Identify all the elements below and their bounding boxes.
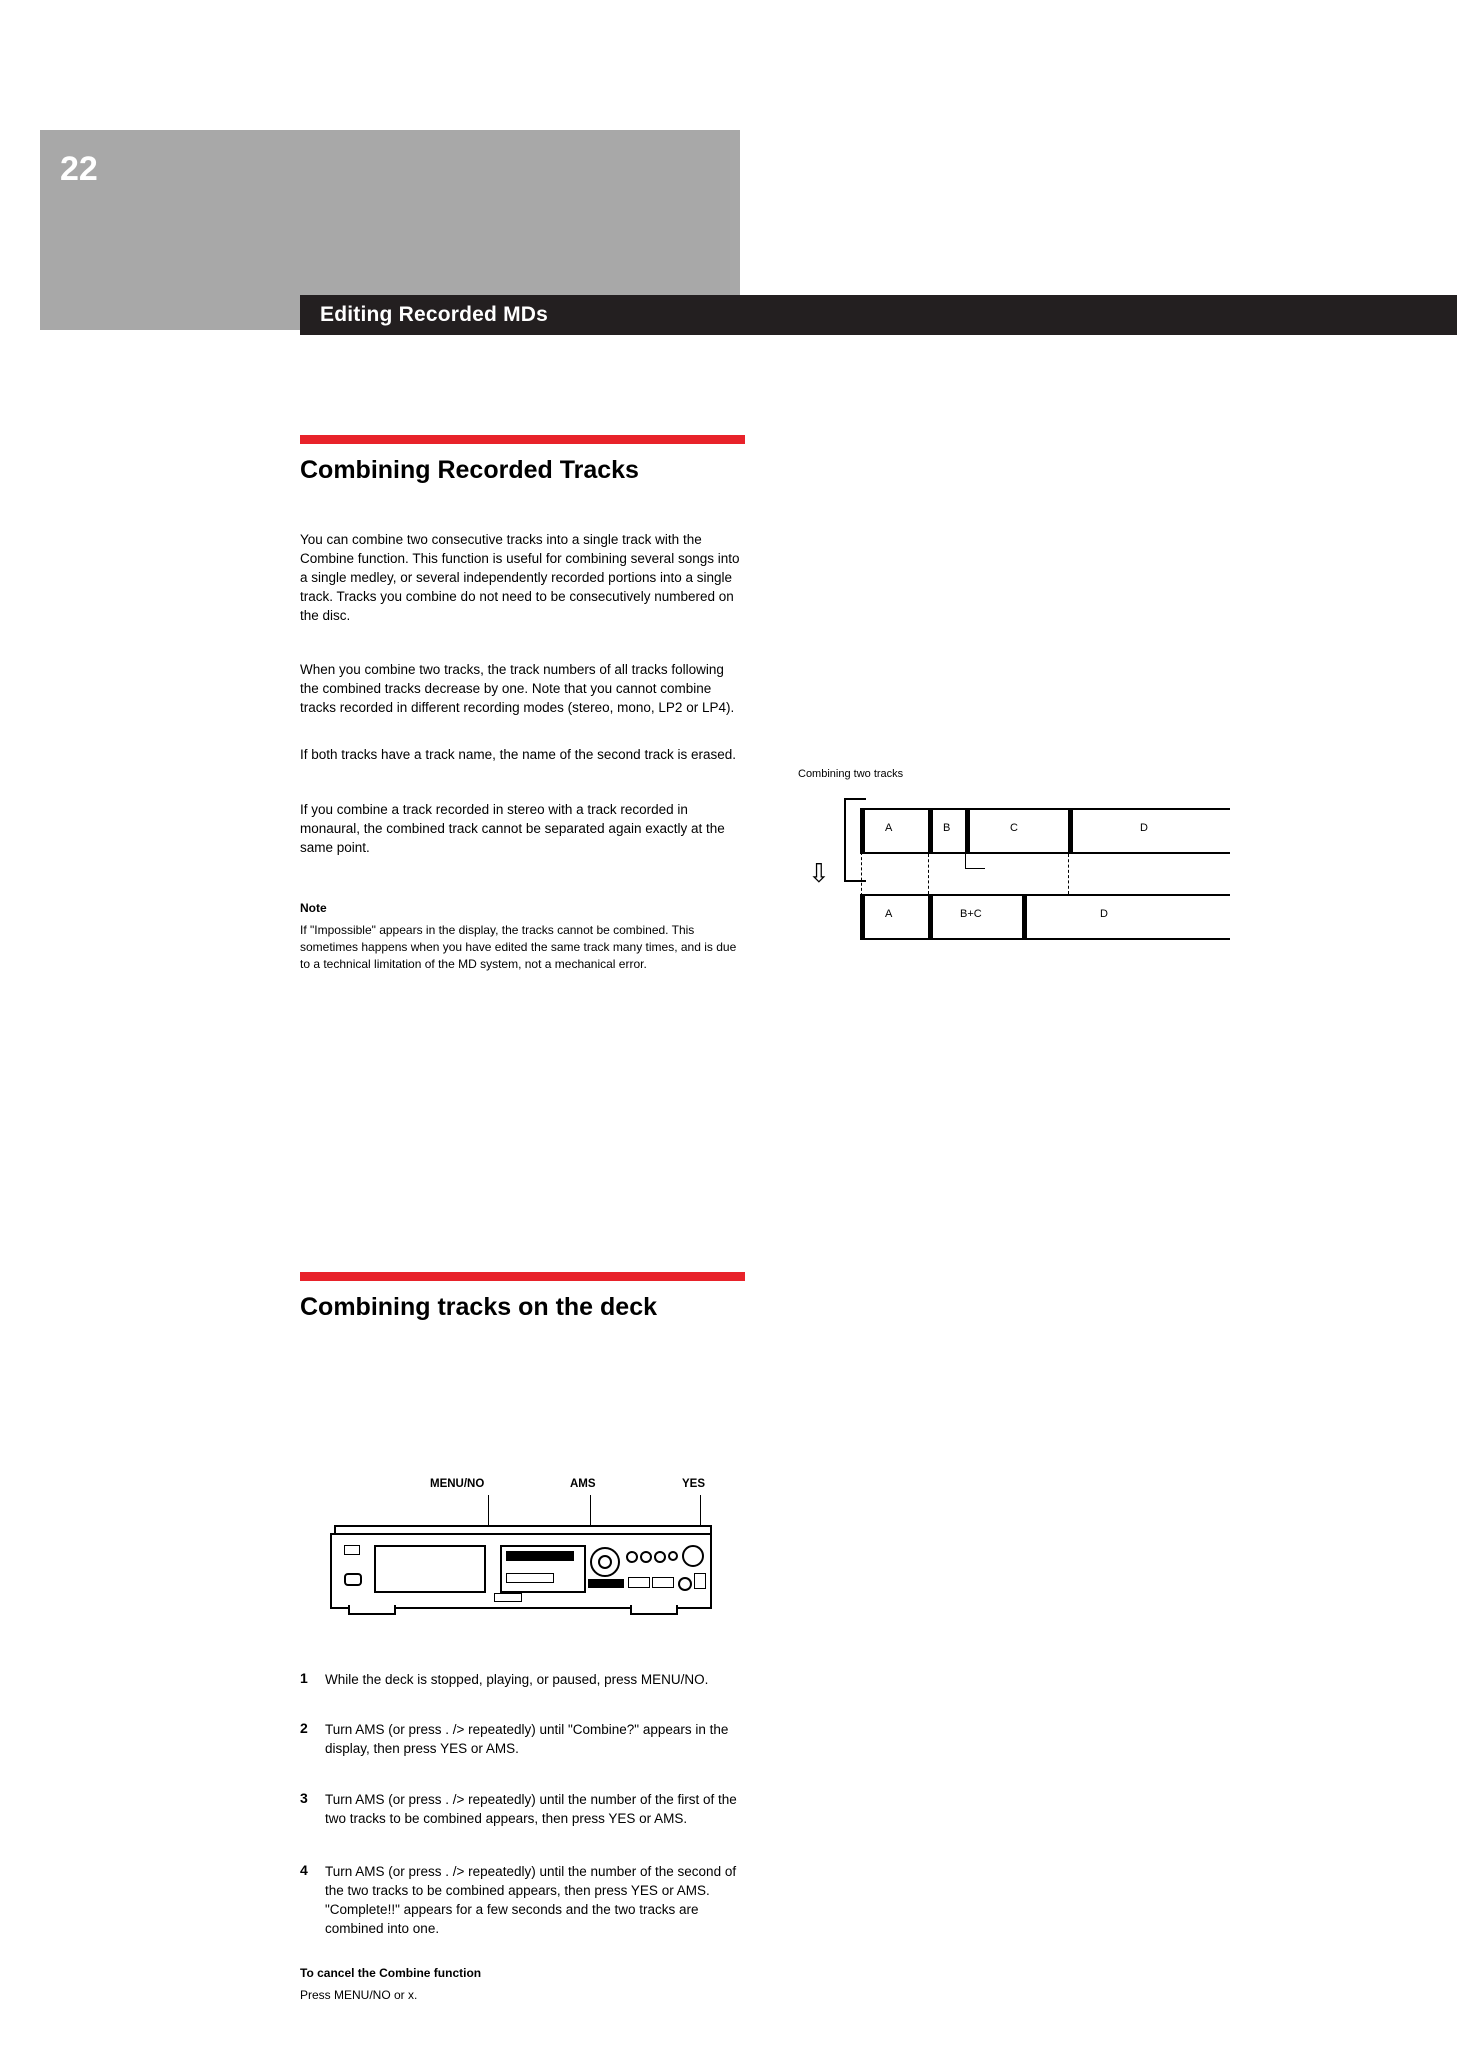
diagram-before-track-3: D bbox=[1140, 822, 1148, 834]
diagram-before-top bbox=[860, 808, 1230, 810]
diagram-guide-3 bbox=[965, 868, 985, 869]
section-1-intro: You can combine two consecutive tracks into a single track with the Combine function. This function is useful for combining several songs into a single medley, or several independently recorded portions into a single track. Tracks you combine do not need to be consecutively numbered on the disc. bbox=[300, 532, 740, 623]
diagram-after-tick-0 bbox=[860, 894, 865, 938]
step-number-2: 2 bbox=[300, 1720, 308, 1736]
phones-level-knob bbox=[344, 1573, 362, 1586]
deck-illustration bbox=[330, 1515, 730, 1635]
section-1-paragraph-2: If you combine a track recorded in stereo with a track recorded in monaural, the combined track cannot be separated again exactly at the same point. bbox=[300, 802, 725, 855]
round-button-2 bbox=[654, 1551, 666, 1563]
diagram-after-track-1: B+C bbox=[960, 908, 982, 920]
step-text-1: While the deck is stopped, playing, or paused, press MENU/NO. bbox=[325, 1672, 709, 1687]
diagram-after-track-2: D bbox=[1100, 908, 1108, 920]
diagram-guide-4 bbox=[1068, 854, 1119, 894]
section-rule-1 bbox=[300, 435, 745, 444]
deck-display bbox=[374, 1545, 486, 1593]
note-label: Note bbox=[300, 901, 327, 915]
stop-button bbox=[588, 1579, 600, 1588]
diagram-down-arrow: ⇩ bbox=[808, 858, 830, 888]
section-1-paragraph-1: If both tracks have a track name, the name of the second track is erased. bbox=[300, 747, 736, 762]
diagram-before-tick-1 bbox=[928, 808, 933, 852]
power-button bbox=[344, 1545, 360, 1555]
diagram-before-tick-3 bbox=[1068, 808, 1073, 852]
step-number-3: 3 bbox=[300, 1790, 308, 1806]
step-text-2: Turn AMS (or press . /> repeatedly) until "Combine?" appears in the display, then press YES or AMS. bbox=[325, 1722, 729, 1756]
diagram-after-bottom bbox=[860, 938, 1230, 940]
deck-foot-right bbox=[630, 1605, 678, 1615]
step-text-4: Turn AMS (or press . /> repeatedly) until the number of the second of the two tracks to be combined appears, then press YES or AMS. "Complete!!" appears for a few seconds and the two tracks are combined into one. bbox=[325, 1864, 737, 1936]
section-2-heading: Combining tracks on the deck bbox=[300, 1293, 658, 1321]
eject-button bbox=[694, 1573, 706, 1589]
play-button bbox=[600, 1579, 612, 1588]
diagram-after-track-0: A bbox=[885, 908, 893, 920]
callout-label-menu-no: MENU/NO bbox=[430, 1478, 485, 1490]
yes-button bbox=[652, 1577, 674, 1588]
front-label-plate bbox=[494, 1593, 522, 1602]
diagram-after-tick-2 bbox=[1022, 894, 1027, 938]
step-text-3: Turn AMS (or press . /> repeatedly) until the number of the first of the two tracks to be combined appears, then press YES or AMS. bbox=[325, 1792, 737, 1826]
record-level-knob bbox=[682, 1545, 704, 1567]
diagram-caption: Combining two tracks bbox=[798, 768, 904, 780]
diagram-guide-2 bbox=[965, 854, 966, 868]
deck-foot-left bbox=[348, 1605, 396, 1615]
diagram-after-tick-1 bbox=[928, 894, 933, 938]
round-button-3 bbox=[668, 1551, 678, 1561]
diagram-before-track-0: A bbox=[885, 822, 893, 834]
callout-label-ams: AMS bbox=[570, 1478, 596, 1490]
diagram-after-top bbox=[860, 894, 1230, 896]
header-title: Editing Recorded MDs bbox=[320, 303, 549, 326]
deck-disc-slot-opening bbox=[506, 1551, 574, 1561]
section-1-heading: Combining Recorded Tracks bbox=[300, 456, 639, 484]
section-rule-2 bbox=[300, 1272, 745, 1281]
diagram-before-track-2: C bbox=[1010, 822, 1018, 834]
note-text: If "Impossible" appears in the display, the tracks cannot be combined. This sometimes happens when you have edited the same track many times, and is due to a technical limitation of the MD system, not a mechanical error. bbox=[300, 923, 737, 971]
diagram-before-tick-2 bbox=[965, 808, 970, 852]
tip-text: Press MENU/NO or x. bbox=[300, 1988, 418, 2002]
tip-label: To cancel the Combine function bbox=[300, 1966, 482, 1980]
round-button-1 bbox=[640, 1551, 652, 1563]
section-1-paragraph-0: When you combine two tracks, the track numbers of all tracks following the combined tracks decrease by one. Note that you cannot combine tracks recorded in different recording modes (stereo, mono, LP2 or LP4). bbox=[300, 662, 735, 715]
pause-button bbox=[612, 1579, 624, 1588]
diagram-left-bracket bbox=[844, 798, 846, 882]
step-number-4: 4 bbox=[300, 1862, 308, 1878]
step-number-1: 1 bbox=[300, 1670, 308, 1686]
menu-no-button bbox=[628, 1577, 650, 1588]
ams-dial-center bbox=[598, 1555, 612, 1569]
deck-slot-label bbox=[506, 1573, 554, 1583]
diagram-before-track-1: B bbox=[943, 822, 951, 834]
phone-jack bbox=[678, 1577, 692, 1591]
callout-label-yes: YES bbox=[682, 1478, 706, 1490]
page-number: 22 bbox=[60, 150, 98, 188]
diagram-top-arrow-line bbox=[844, 798, 866, 800]
combine-tracks-diagram bbox=[798, 768, 1230, 970]
diagram-before-bottom bbox=[860, 852, 1230, 854]
diagram-before-tick-0 bbox=[860, 808, 865, 852]
round-button-0 bbox=[626, 1551, 638, 1563]
diagram-guide-0 bbox=[861, 852, 862, 896]
diagram-bottom-arrow-line bbox=[844, 880, 866, 882]
